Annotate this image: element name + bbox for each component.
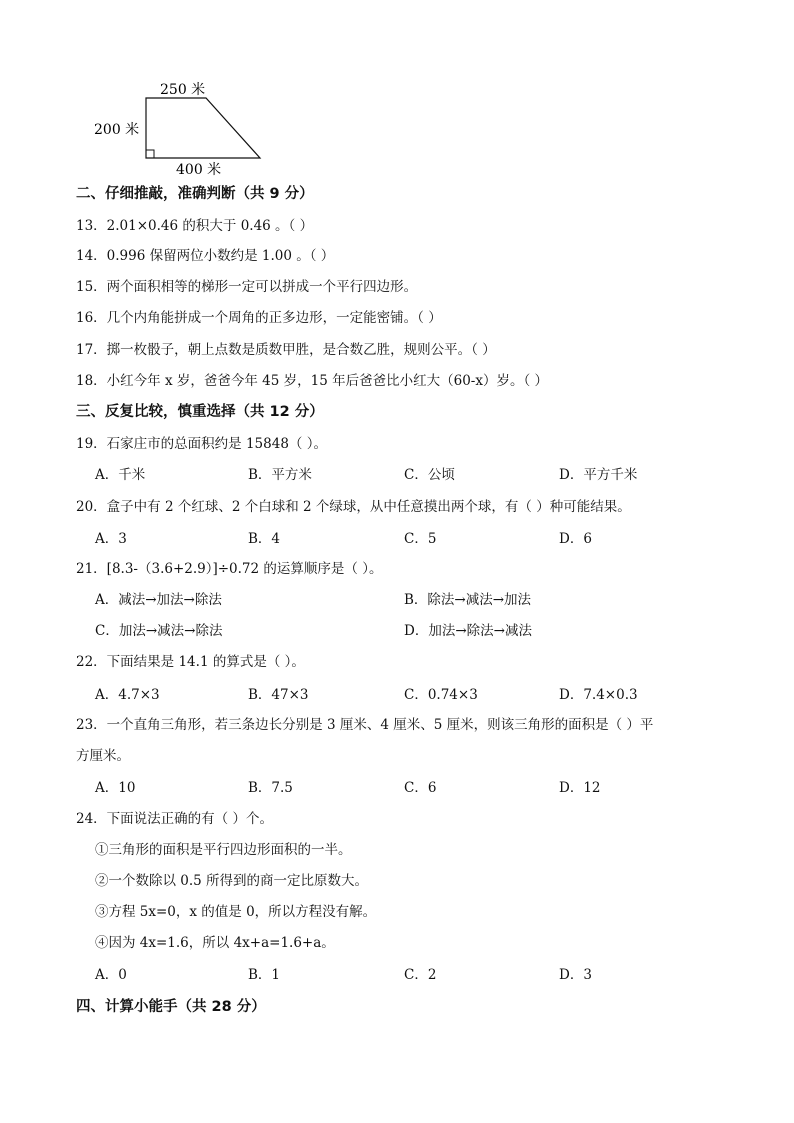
question-15: 15．两个面积相等的梯形一定可以拼成一个平行四边形。 bbox=[76, 279, 418, 295]
q23-option-a: A．10 bbox=[95, 780, 136, 796]
label-bottom: 400 米 bbox=[176, 162, 222, 178]
q24-option-d: D．3 bbox=[559, 967, 592, 983]
q24-statement-4: ④因为 4x=1.6，所以 4x+a=1.6+a。 bbox=[95, 935, 335, 951]
question-13: 13．2.01×0.46 的积大于 0.46 。（ ） bbox=[76, 218, 314, 234]
section-heading-4: 四、计算小能手（共 28 分） bbox=[76, 999, 266, 1015]
question-18: 18．小红今年 x 岁，爸爸今年 45 岁，15 年后爸爸比小红大（60-x）岁。（ ） bbox=[76, 373, 548, 389]
section-heading-3: 三、反复比较，慎重选择（共 12 分） bbox=[76, 404, 324, 420]
trapezoid-svg bbox=[92, 78, 272, 178]
q23-option-b: B．7.5 bbox=[248, 780, 293, 796]
q20-option-a: A．3 bbox=[95, 531, 127, 547]
q24-option-b: B．1 bbox=[248, 967, 281, 983]
q22-option-d: D．7.4×0.3 bbox=[559, 687, 638, 703]
question-23-line1: 23．一个直角三角形，若三条边长分别是 3 厘米、4 厘米、5 厘米，则该三角形的面积是（ ）平 bbox=[76, 717, 654, 733]
question-22: 22．下面结果是 14.1 的算式是（ ）。 bbox=[76, 654, 305, 670]
q19-option-a: A．千米 bbox=[95, 467, 146, 483]
label-top: 250 米 bbox=[160, 82, 206, 98]
q20-option-c: C．5 bbox=[404, 531, 437, 547]
question-24: 24．下面说法正确的有（ ）个。 bbox=[76, 811, 273, 827]
q23-option-d: D．12 bbox=[559, 780, 601, 796]
trapezoid-shape bbox=[146, 98, 260, 158]
q19-option-d: D．平方千米 bbox=[559, 467, 638, 483]
question-17: 17．掷一枚骰子，朝上点数是质数甲胜，是合数乙胜，规则公平。（ ） bbox=[76, 342, 496, 358]
q22-option-a: A．4.7×3 bbox=[95, 687, 160, 703]
trapezoid-figure bbox=[92, 78, 272, 178]
q19-option-b: B．平方米 bbox=[248, 467, 312, 483]
question-19: 19．石家庄市的总面积约是 15848（ ）。 bbox=[76, 436, 327, 452]
q22-option-b: B．47×3 bbox=[248, 687, 309, 703]
q24-statement-1: ①三角形的面积是平行四边形面积的一半。 bbox=[95, 842, 352, 858]
q21-option-b: B．除法→减法→加法 bbox=[404, 592, 532, 608]
q21-option-d: D．加法→除法→减法 bbox=[404, 623, 532, 639]
question-23-line2: 方厘米。 bbox=[76, 748, 130, 764]
q20-option-d: D．6 bbox=[559, 531, 592, 547]
q20-option-b: B．4 bbox=[248, 531, 281, 547]
right-angle-mark bbox=[146, 150, 154, 158]
question-14: 14．0.996 保留两位小数约是 1.00 。（ ） bbox=[76, 248, 335, 264]
question-21: 21．[8.3-（3.6+2.9）]÷0.72 的运算顺序是（ ）。 bbox=[76, 561, 383, 577]
q21-option-a: A．减法→加法→除法 bbox=[95, 592, 222, 608]
q19-option-c: C．公顷 bbox=[404, 467, 455, 483]
q24-option-a: A．0 bbox=[95, 967, 127, 983]
q22-option-c: C．0.74×3 bbox=[404, 687, 478, 703]
section-heading-2: 二、仔细推敲，准确判断（共 9 分） bbox=[76, 186, 314, 202]
q24-option-c: C．2 bbox=[404, 967, 437, 983]
q21-option-c: C．加法→减法→除法 bbox=[95, 623, 223, 639]
question-16: 16．几个内角能拼成一个周角的正多边形，一定能密铺。（ ） bbox=[76, 310, 442, 326]
question-20: 20．盒子中有 2 个红球、2 个白球和 2 个绿球，从中任意摸出两个球，有（ ）种可能结果。 bbox=[76, 499, 631, 515]
q24-statement-2: ②一个数除以 0.5 所得到的商一定比原数大。 bbox=[95, 873, 369, 889]
q24-statement-3: ③方程 5x=0，x 的值是 0，所以方程没有解。 bbox=[95, 904, 377, 920]
label-left: 200 米 bbox=[94, 122, 140, 138]
q23-option-c: C．6 bbox=[404, 780, 437, 796]
